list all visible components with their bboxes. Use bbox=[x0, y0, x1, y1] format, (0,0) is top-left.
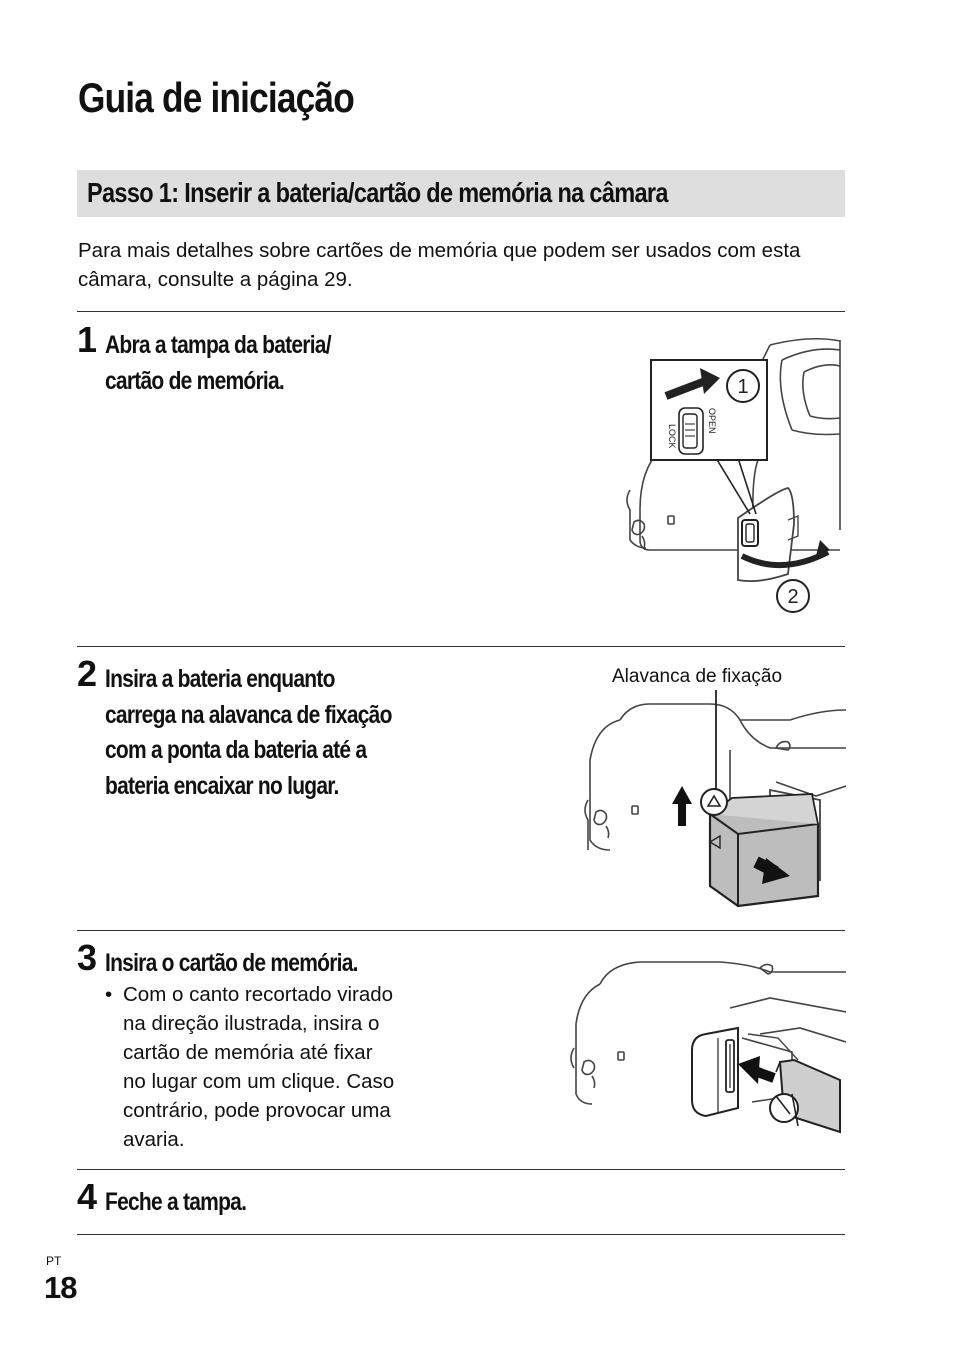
step-3-bullet-text: Com o canto recortado virado na direção ilustrada, insira o cartão de memória até fixar no lugar com um clique. Caso contrário, pode provocar uma avaria. bbox=[123, 983, 395, 1151]
section-heading: Passo 1: Inserir a bateria/cartão de memória na câmara bbox=[87, 177, 668, 208]
page-language: PT bbox=[46, 1254, 62, 1268]
divider bbox=[77, 930, 845, 931]
step-1-illustration bbox=[620, 330, 846, 620]
step-2-illustration bbox=[580, 690, 846, 912]
callout-2: 2 bbox=[787, 586, 799, 608]
step-4-text: Feche a tampa. bbox=[105, 1188, 247, 1216]
lock-lever-label: Alavanca de fixação bbox=[612, 666, 783, 687]
switch-label-lock: LOCK bbox=[667, 424, 677, 449]
page-number: 18 bbox=[44, 1270, 77, 1305]
step-3-illustration bbox=[570, 948, 846, 1138]
callout-1: 1 bbox=[737, 376, 749, 398]
step-3-bullet bbox=[105, 980, 445, 1154]
page-title: Guia de iniciação bbox=[78, 74, 354, 121]
step-3-number: 3 bbox=[77, 937, 97, 978]
step-2-number: 2 bbox=[77, 653, 97, 694]
intro-text: Para mais detalhes sobre cartões de memória que podem ser usados com esta câmara, consulte a página 29. bbox=[78, 239, 801, 291]
step-1-text: Abra a tampa da bateria/ cartão de memória. bbox=[105, 331, 331, 395]
step-2-text: Insira a bateria enquanto carrega na alavanca de fixação com a ponta da bateria até a bateria encaixar no lugar. bbox=[105, 665, 392, 800]
step-3-text: Insira o cartão de memória. bbox=[105, 949, 358, 977]
divider bbox=[77, 1234, 845, 1235]
divider bbox=[77, 646, 845, 647]
bullet-dot: • bbox=[105, 983, 113, 1006]
switch-label-open: OPEN bbox=[707, 408, 717, 434]
section-banner bbox=[77, 170, 845, 217]
divider bbox=[77, 1169, 845, 1170]
step-1-number: 1 bbox=[77, 319, 97, 360]
step-4-number: 4 bbox=[77, 1176, 97, 1217]
divider bbox=[77, 311, 845, 312]
